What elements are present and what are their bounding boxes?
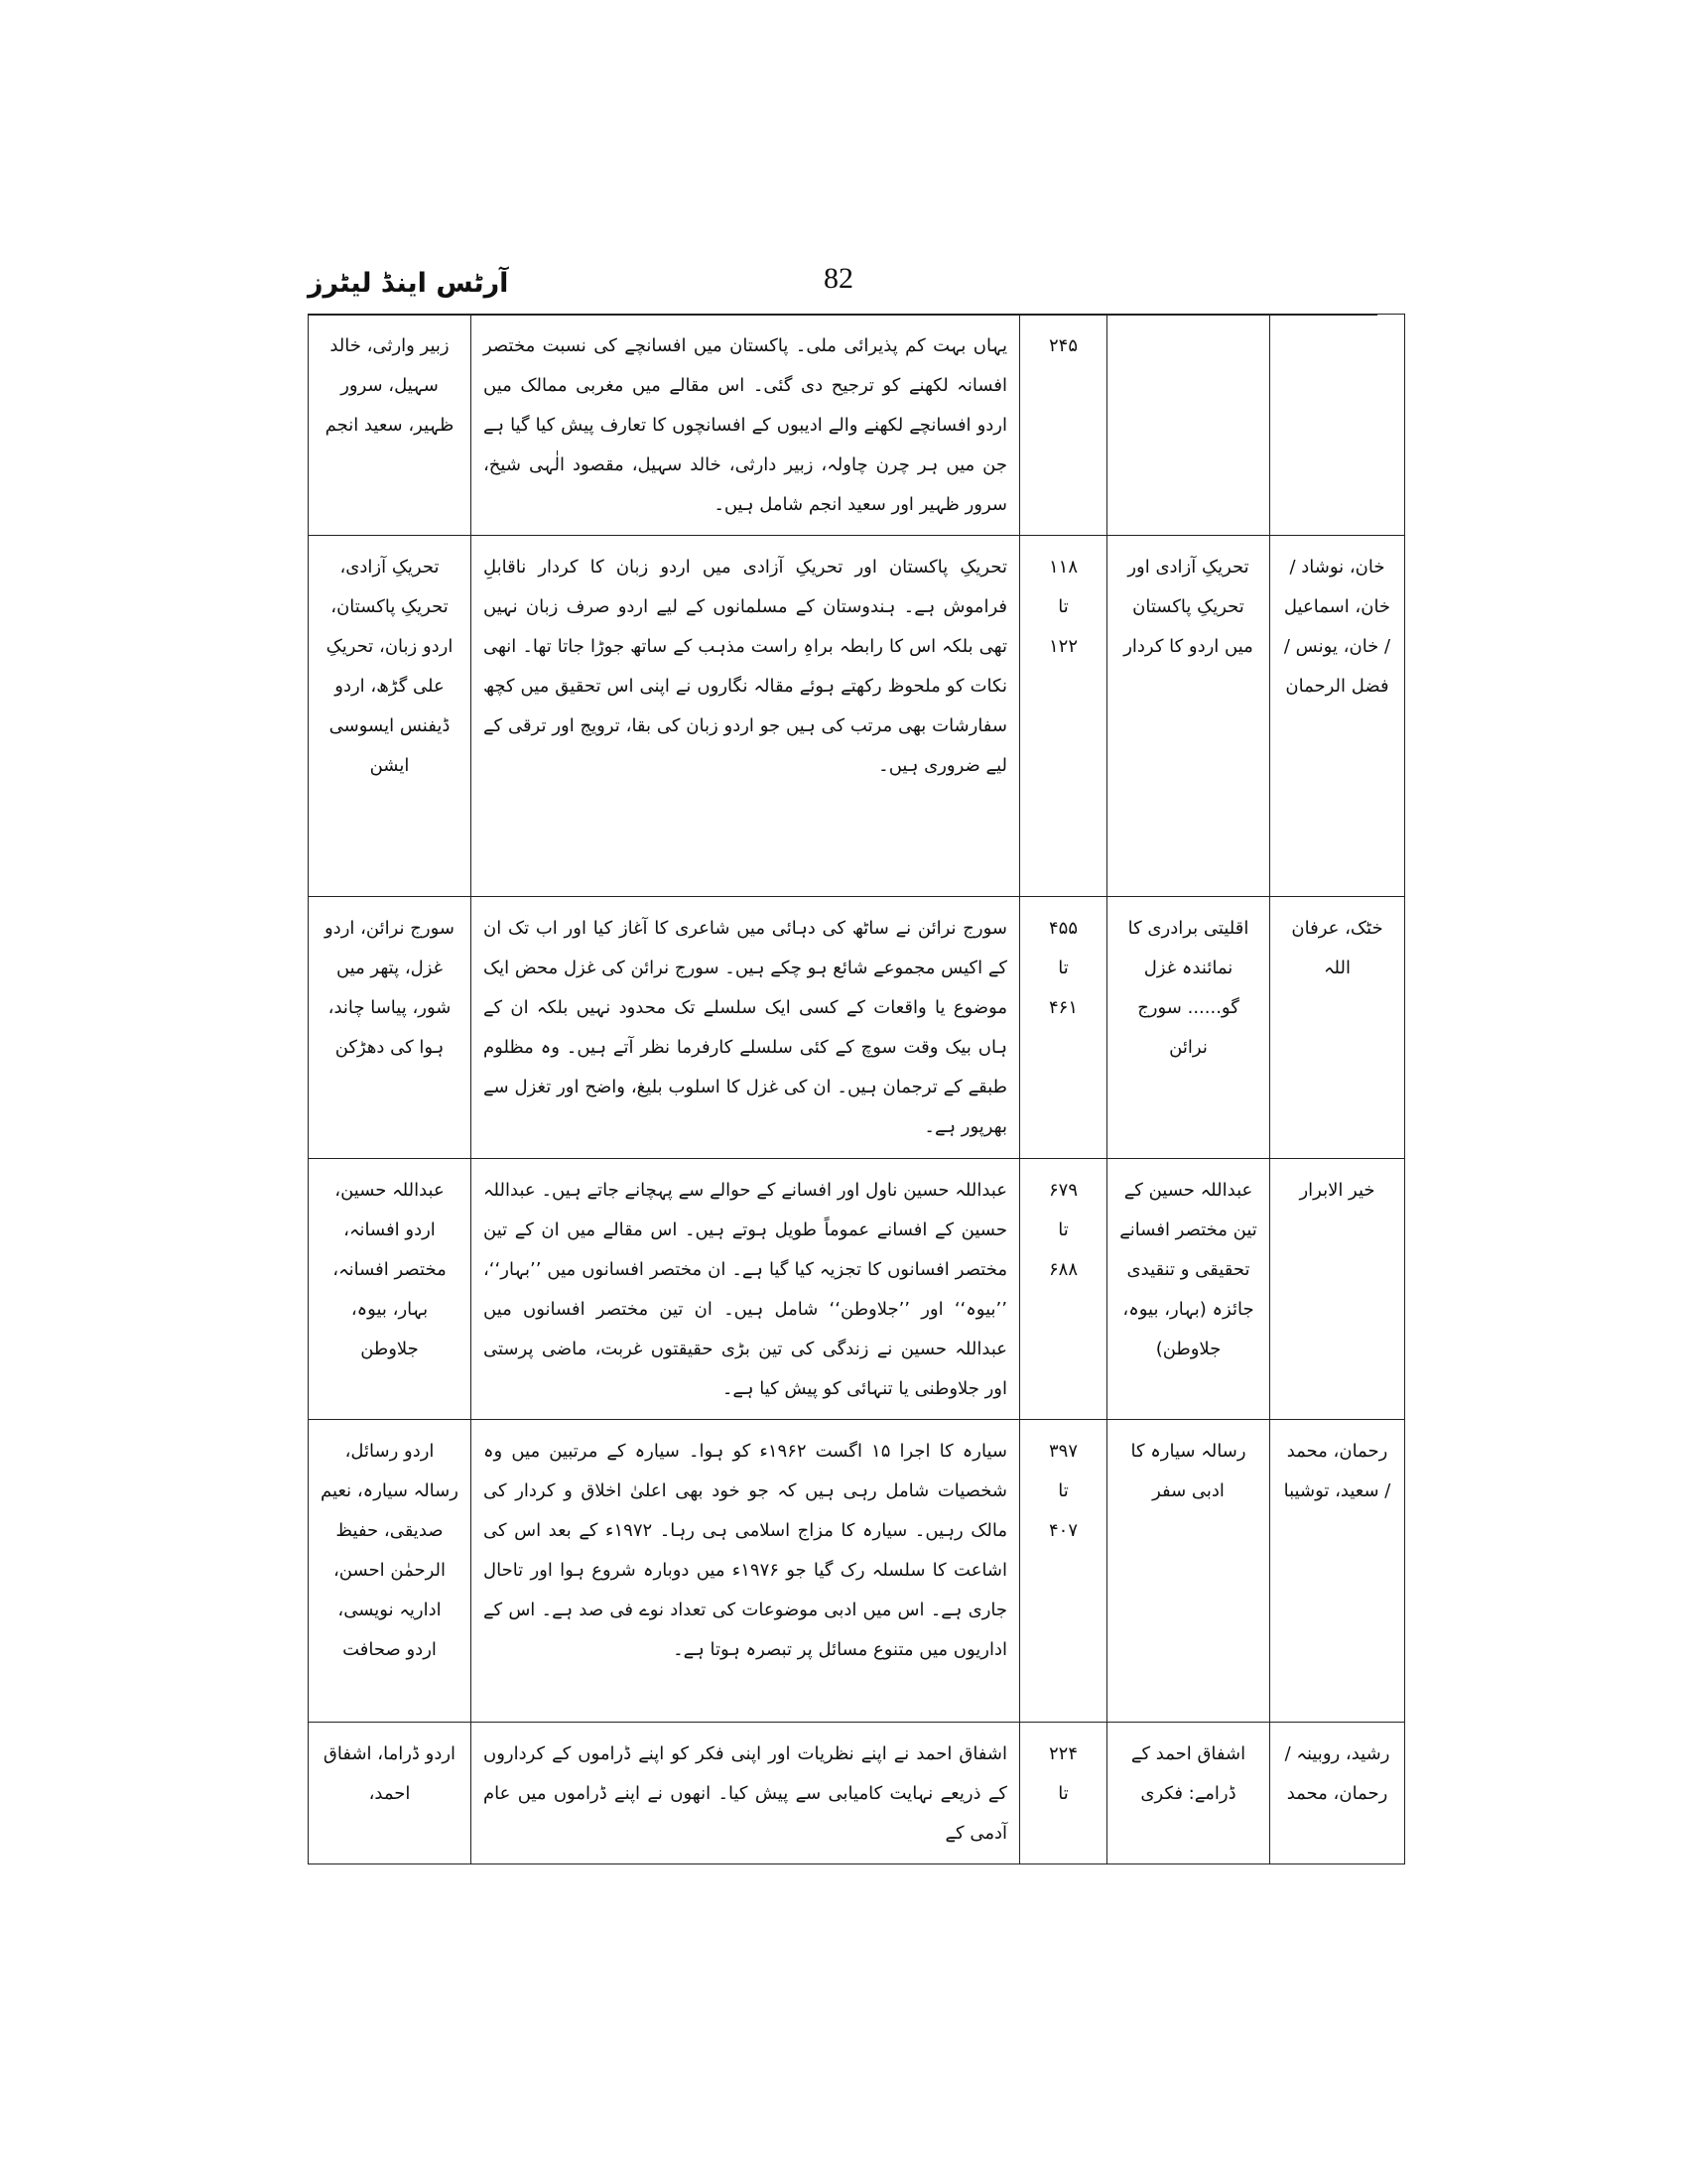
page-from: ۱۱۸ — [1048, 557, 1078, 578]
page-to: ۶۸۸ — [1048, 1259, 1078, 1280]
author-cell — [1270, 315, 1405, 536]
journal-title: آرٹس اینڈ لیٹرز — [308, 268, 509, 299]
pages-cell — [1020, 536, 1107, 897]
page-from: ۲۴۵ — [1048, 335, 1078, 356]
page-to: ۱۲۲ — [1048, 636, 1078, 657]
summary-cell: سورج نرائن نے ساٹھ کی دہائی میں شاعری کا آغاز کیا اور اب تک ان کے اکیس مجموعے شائع ہو چکے ہیں۔ سورج نرائن کی غزل محض ایک موضوع یا واقعات کے کسی ایک سلسلے تک محدود نہیں بلکہ ان کے ہاں بیک وقت سوچ کے کئی سلسلے کارفرما نظر آتے ہیں۔ وہ مظلوم طبقے کے ترجمان ہیں۔ ان کی غزل کا اسلوب بلیغ، واضح اور تغزل سے بھرپور ہے۔ — [471, 897, 1020, 1159]
author-cell: خٹک، عرفان اللہ — [1270, 897, 1405, 1159]
pages-cell — [1020, 897, 1107, 1159]
summary-cell: عبداللہ حسین ناول اور افسانے کے حوالے سے پہچانے جاتے ہیں۔ عبداللہ حسین کے افسانے عموماً طویل ہوتے ہیں۔ اس مقالے میں ان کے تین مختصر افسانوں کا تجزیہ کیا گیا ہے۔ ان مختصر افسانوں میں ’’بہار‘‘، ’’بیوہ‘‘ اور ’’جلاوطن‘‘ شامل ہیں۔ ان تین مختصر افسانوں میں عبداللہ حسین نے زندگی کی تین بڑی حقیقتوں غربت، ماضی پرستی اور جلاوطنی یا تنہائی کو پیش کیا ہے۔ — [471, 1159, 1020, 1420]
keywords-cell: اردو ڈراما، اشفاق احمد، — [309, 1723, 471, 1864]
summary-cell: اشفاق احمد نے اپنے نظریات اور اپنی فکر کو اپنے ڈراموں کے کرداروں کے ذریعے نہایت کامیابی سے پیش کیا۔ انھوں نے اپنے ڈراموں میں عام آدمی کے — [471, 1723, 1020, 1864]
keywords-cell: عبداللہ حسین، اردو افسانہ، مختصر افسانہ، بہار، بیوہ، جلاوطن — [309, 1159, 471, 1420]
title-cell: عبداللہ حسین کے تین مختصر افسانے تحقیقی و تنقیدی جائزہ (بہار، بیوہ، جلاوطن) — [1107, 1159, 1270, 1420]
keywords-cell: سورج نرائن، اردو غزل، پتھر میں شور، پیاسا چاند، ہوا کی دھڑکن — [309, 897, 471, 1159]
page-separator: تا — [1058, 1783, 1069, 1804]
title-cell: اشفاق احمد کے ڈرامے: فکری — [1107, 1723, 1270, 1864]
summary-cell: تحریکِ پاکستان اور تحریکِ آزادی میں اردو زبان کا کردار ناقابلِ فراموش ہے۔ ہندوستان کے مسلمانوں کے لیے اردو صرف زبان نہیں تھی بلکہ اس کا رابطہ براہِ راست مذہب کے ساتھ جوڑا جاتا تھا۔ انھی نکات کو ملحوظ رکھتے ہوئے مقالہ نگاروں نے اپنی اس تحقیق میں کچھ سفارشات بھی مرتب کی ہیں جو اردو زبان کی بقا، ترویج اور ترقی کے لیے ضروری ہیں۔ — [471, 536, 1020, 897]
author-cell: خیر الابرار — [1270, 1159, 1405, 1420]
title-cell — [1107, 315, 1270, 536]
keywords-cell: تحریکِ آزادی، تحریکِ پاکستان، اردو زبان، تحریکِ علی گڑھ، اردو ڈیفنس ایسوسی ایشن — [309, 536, 471, 897]
page-separator: تا — [1058, 596, 1069, 617]
page-from: ۶۷۹ — [1048, 1180, 1078, 1201]
bibliography-table — [308, 314, 1405, 1864]
table-row — [309, 1420, 1405, 1723]
pages-cell — [1020, 315, 1107, 536]
author-cell: خان، نوشاد / خان، اسماعیل / خان، یونس / فضل الرحمان — [1270, 536, 1405, 897]
title-cell: رسالہ سیارہ کا ادبی سفر — [1107, 1420, 1270, 1723]
pages-cell — [1020, 1723, 1107, 1864]
summary-cell: سیارہ کا اجرا ۱۵ اگست ۱۹۶۲ء کو ہوا۔ سیارہ کے مرتبین میں وہ شخصیات شامل رہی ہیں کہ جو خود بھی اعلیٰ اخلاق و کردار کی مالک رہیں۔ سیارہ کا مزاج اسلامی ہی رہا۔ ۱۹۷۲ء کے بعد اس کی اشاعت کا سلسلہ رک گیا جو ۱۹۷۶ء میں دوبارہ شروع ہوا اور تاحال جاری ہے۔ اس میں ادبی موضوعات کی تعداد نوے فی صد ہے۔ اس کے اداریوں میں متنوع مسائل پر تبصرہ ہوتا ہے۔ — [471, 1420, 1020, 1723]
page-header — [308, 262, 1377, 316]
author-cell: رشید، روبینہ / رحمان، محمد — [1270, 1723, 1405, 1864]
page-number: 82 — [824, 262, 853, 295]
page-to: ۴۰۷ — [1048, 1520, 1078, 1541]
summary-cell: یہاں بہت کم پذیرائی ملی۔ پاکستان میں افسانچے کی نسبت مختصر افسانہ لکھنے کو ترجیح دی گئی۔ اس مقالے میں مغربی ممالک میں اردو افسانچے لکھنے والے ادیبوں کے افسانچوں کا تعارف پیش کیا گیا ہے جن میں ہر چرن چاولہ، زبیر دارثی، خالد سہیل، مقصود الٰہی شیخ، سرور ظہیر اور سعید انجم شامل ہیں۔ — [471, 315, 1020, 536]
author-cell: رحمان، محمد / سعید، توشیبا — [1270, 1420, 1405, 1723]
pages-cell — [1020, 1420, 1107, 1723]
page-from: ۴۵۵ — [1048, 918, 1078, 939]
title-cell: اقلیتی برادری کا نمائندہ غزل گو...... سورج نرائن — [1107, 897, 1270, 1159]
page-separator: تا — [1058, 958, 1069, 978]
pages-cell — [1020, 1159, 1107, 1420]
keywords-cell: زبیر وارثی، خالد سہیل، سرور ظہیر، سعید انجم — [309, 315, 471, 536]
title-cell: تحریکِ آزادی اور تحریکِ پاکستان میں اردو کا کردار — [1107, 536, 1270, 897]
page-separator: تا — [1058, 1220, 1069, 1240]
page-to: ۴۶۱ — [1048, 997, 1078, 1018]
table-row — [309, 897, 1405, 1159]
table-row — [309, 315, 1405, 536]
table-row — [309, 1159, 1405, 1420]
page-separator: تا — [1058, 1480, 1069, 1501]
table-row — [309, 536, 1405, 897]
page-from: ۳۹۷ — [1048, 1441, 1078, 1462]
page-from: ۲۲۴ — [1048, 1743, 1078, 1764]
keywords-cell: اردو رسائل، رسالہ سیارہ، نعیم صدیقی، حفیظ الرحمٰن احسن، اداریہ نویسی، اردو صحافت — [309, 1420, 471, 1723]
table-row — [309, 1723, 1405, 1864]
